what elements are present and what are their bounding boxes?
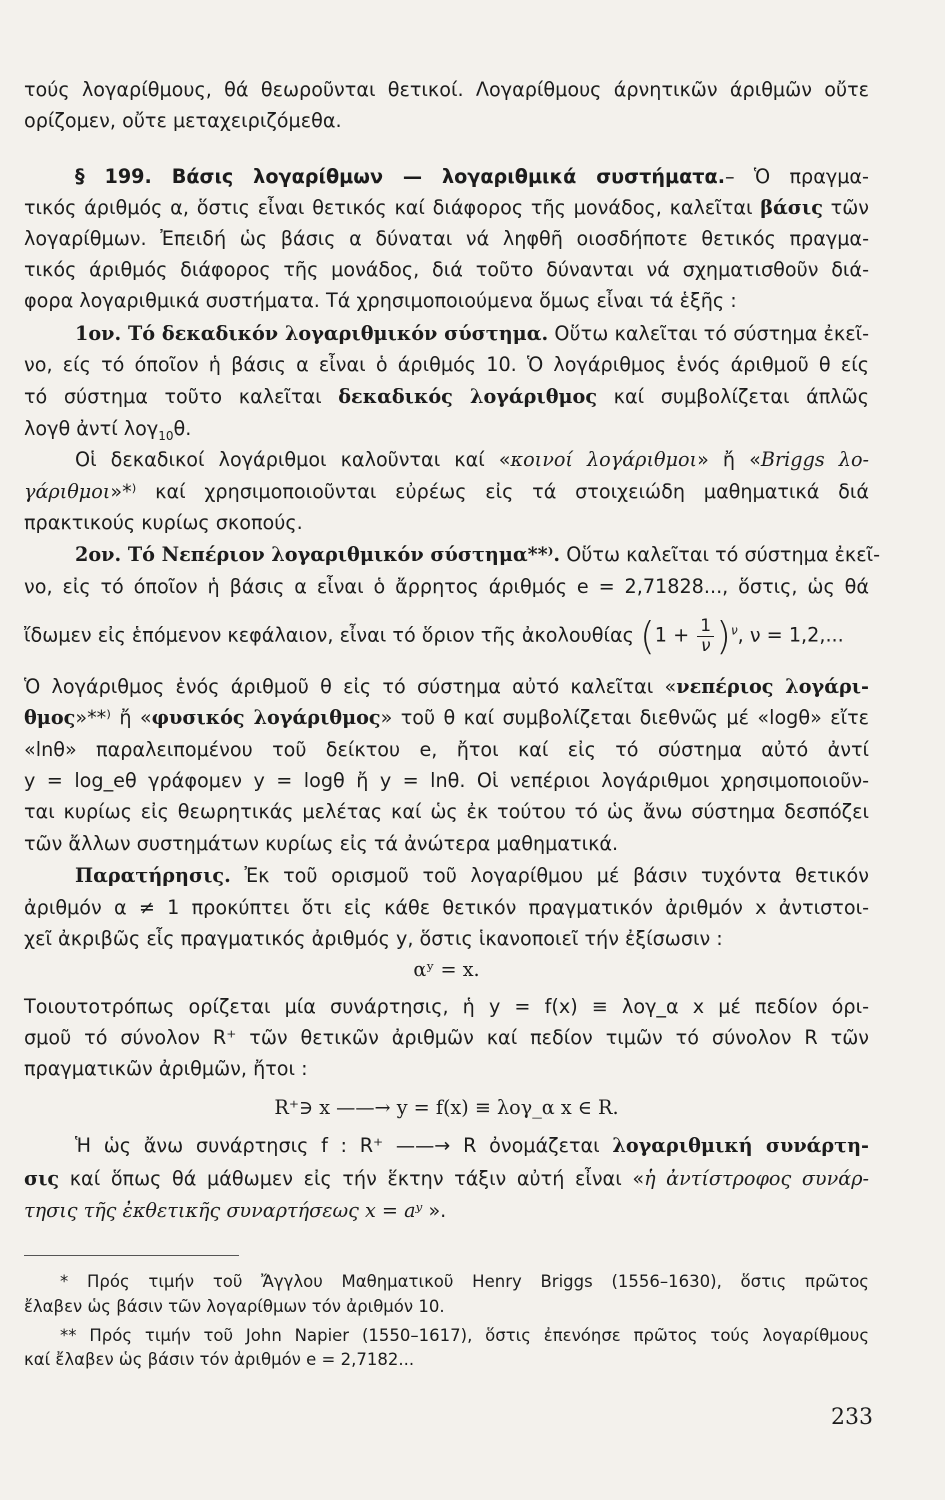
remark-heading: Παρατήρησις. [75, 864, 231, 887]
text-line: φορα λογαριθμικά συστήματα. Τά χρησιμοποιούμενα ὅμως εἶναι τά ἑξῆς : [24, 289, 737, 312]
term-basis: βάσις [760, 196, 823, 219]
text-line: πρακτικούς κυρίως σκοπούς. [24, 511, 303, 534]
text-line: «lnθ» παραλειπομένου τοῦ δείκτου e, ἤτοι καί εἰς τό σύστημα αὐτό ἀντί [24, 738, 869, 761]
text-line: τῶν ἄλλων συστημάτων κυρίως εἰς τά ἀνώτερα μαθηματικά. [24, 832, 619, 855]
term-decimal-log: δεκαδικός λογάριθμος [338, 385, 598, 408]
equation: αʸ = x. [413, 958, 480, 981]
term-log-function: λογαριθμική συνάρτη- [612, 1134, 869, 1157]
footnote-2: ** Πρός τιμήν τοῦ John Napier (1550–1617), ὅστις ἐπενόησε πρῶτος τούς λογαρίθμους [60, 1326, 869, 1345]
text-line: τησις τῆς ἐκθετικῆς συναρτήσεως x = aʸ ». [24, 1199, 447, 1222]
section-heading: § 199. Βάσις λογαρίθμων — λογαριθμικά συστήματα. [75, 165, 725, 188]
text-line: πραγματικῶν ἀριθμῶν, ἤτοι : [24, 1057, 308, 1080]
decimal-system-first-line: 1ον. Τό δεκαδικόν λογαριθμικόν σύστημα. Οὕτω καλεῖται τό σύστημα ἐκεῖ- [75, 322, 869, 345]
text-line: τούς λογαρίθμους, θά θεωροῦνται θετικοί. Λογαρίθμους άρνητικῶν άριθμῶν οὔτε [24, 78, 869, 101]
text-line: θμος»**⁾ ἤ «φυσικός λογάριθμος» τοῦ θ καί συμβολίζεται διεθνῶς μέ «logθ» εἴτε [24, 706, 870, 729]
term-natural-log: φυσικός λογάριθμος [151, 706, 381, 729]
text-line: Τοιουτοτρόπως ορίζεται μία συνάρτησις, ἡ y = f(x) ≡ λογ_α x μέ πεδίον όρι- [24, 995, 869, 1018]
text-line: Ὁ λογάριθμος ἑνός άριθμοῦ θ εἰς τό σύστημα αὐτό καλεῖται «νεπέριος λογάρι- [24, 675, 869, 698]
remark-first-line: Παρατήρησις. Ἐκ τοῦ ορισμοῦ τοῦ λογαρίθμου μέ βάσιν τυχόντα θετικόν [75, 864, 869, 887]
text-line: λογαρίθμων. Ἐπειδή ὡς βάσις α δύναται νά ληφθῆ οιοσδήποτε θετικός πραγμα- [24, 227, 869, 250]
subsection-heading: 1ον. Τό δεκαδικόν λογαριθμικόν σύστημα. [75, 322, 549, 345]
text-line: τικός άριθμός διάφορος τῆς μονάδος, διά τοῦτο δύνανται νά σχηματισθοῦν διά- [24, 258, 869, 281]
text-line: ται κυρίως εἰς θεωρητικάς μελέτας καί ὡς ἐκ τούτου τό ὡς ἄνω σύστημα δεσπόζει [24, 800, 869, 823]
footnote-2-cont: καί ἔλαβεν ὡς βάσιν τόν ἀριθμόν e = 2,7182... [24, 1350, 415, 1369]
section-199-first-line: § 199. Βάσις λογαρίθμων — λογαριθμικά συστήματα.– Ὁ πραγμα- [75, 165, 869, 188]
text-line: γάριθμοι»*⁾ καί χρησιμοποιοῦνται εὐρέως εἰς τά στοιχειώδη μαθηματικά διά [24, 480, 869, 503]
text-line: Ἡ ὡς ἄνω συνάρτησις f : R⁺ ——→ R ὀνομάζεται λογαριθμική συνάρτη- [75, 1134, 869, 1157]
text-line: ἀριθμόν α ≠ 1 προκύπτει ὅτι εἰς κάθε θετικόν πραγματικόν ἀριθμόν x ἀντιστοι- [24, 896, 869, 919]
text-line: σμοῦ τό σύνολον R⁺ τῶν θετικῶν ἀριθμῶν καί πεδίον τιμῶν τό σύνολον R τῶν [24, 1026, 869, 1049]
text-line: τό σύστημα τοῦτο καλεῖται δεκαδικός λογάριθμος καί συμβολίζεται άπλῶς [24, 385, 869, 408]
footnote-1-cont: ἔλαβεν ὡς βάσιν τῶν λογαρίθμων τόν ἀριθμόν 10. [24, 1297, 445, 1316]
text-line: ορίζομεν, οὔτε μεταχειριζόμεθα. [24, 109, 342, 132]
text-line: τικός άριθμός α, ὅστις εἶναι θετικός καί διάφορος τῆς μονάδος, καλεῖται βάσις τῶν [24, 196, 869, 219]
equation: R⁺∋ x ——→ y = f(x) ≡ λογ_α x ∈ R. [274, 1096, 619, 1119]
text-line: νο, είς τό όποῖον ἡ βάσις α εἶναι ὁ άριθμός 10. Ὁ λογάριθμος ἑνός άριθμοῦ θ είς [24, 353, 869, 376]
text-line: λογθ ἀντί λογ$_{10}$θ. [24, 417, 192, 443]
subsection-heading: 2ον. Τό Νεπέριον λογαριθμικόν σύστημα**⁾. [75, 543, 561, 566]
footnote-1: * Πρός τιμήν τοῦ Ἄγγλου Μαθηματικοῦ Henry Briggs (1556–1630), ὅστις πρῶτος [60, 1272, 869, 1291]
fraction: $\frac{1}{\nu}$ [697, 617, 714, 655]
text-line: σις καί ὅπως θά μάθωμεν εἰς τήν ἕκτην τάξιν αὐτή εἶναι «ἡ ἀντίστροφος συνάρ- [24, 1167, 869, 1190]
napier-system-first-line: 2ον. Τό Νεπέριον λογαριθμικόν σύστημα**⁾. Οὕτω καλεῖται τό σύστημα ἐκεῖ- [75, 543, 881, 566]
text-line: νο, εἰς τό όποῖον ἡ βάσις α εἶναι ὁ ἄρρητος άριθμός e = 2,71828..., ὅστις, ὡς θά [24, 575, 869, 598]
text-line: χεῖ ἀκριβῶς εἷς πραγματικός ἀριθμός y, ὅστις ἱκανοποιεῖ τήν ἐξίσωσιν : [24, 927, 723, 950]
text-line-with-fraction: ἴδωμεν εἰς ἑπόμενον κεφάλαιον, εἶναι τό ὅριον τῆς ἀκολουθίας (1 + $\frac{1}{\nu}$ )$^\nu$, ν = 1,2,... [24, 614, 844, 659]
text-line: Οἱ δεκαδικοί λογάριθμοι καλοῦνται καί «κοινοί λογάριθμοι» ἤ «Briggs λο- [75, 448, 869, 471]
page-number: 233 [831, 1405, 873, 1430]
text-line: y = log_eθ γράφομεν y = logθ ἤ y = lnθ. Οἱ νεπέριοι λογάριθμοι χρησιμοποιοῦν- [24, 769, 869, 792]
footnote-divider [24, 1255, 239, 1256]
